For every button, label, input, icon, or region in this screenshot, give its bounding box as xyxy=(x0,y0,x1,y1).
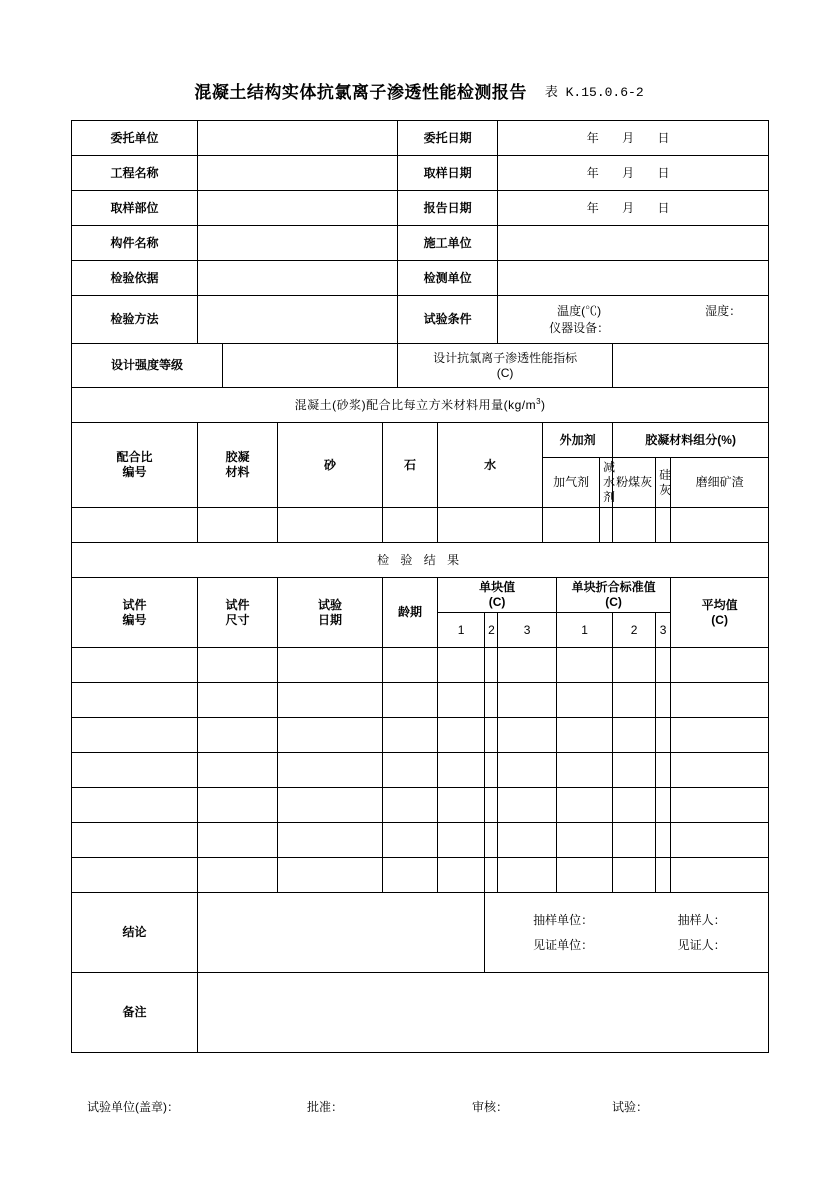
result-cell-age[interactable] xyxy=(383,718,438,753)
mix-value-water[interactable] xyxy=(438,508,543,543)
result-header-col-5: 2 xyxy=(613,613,656,648)
info-label-method: 检验方法 xyxy=(72,296,198,344)
mix-header-admixture: 外加剂 xyxy=(543,423,613,458)
design-index-label-main: 设计抗氯离子渗透性能指标 xyxy=(433,350,578,365)
info-value-report-date[interactable]: 年 月 日 xyxy=(498,191,769,226)
result-cell-age[interactable] xyxy=(383,858,438,893)
result-cell-single-3[interactable] xyxy=(498,753,557,788)
info-row xyxy=(72,156,769,191)
result-header-col-4: 1 xyxy=(557,613,613,648)
info-value-testing-unit[interactable] xyxy=(498,261,769,296)
result-header-size xyxy=(198,578,278,648)
info-row xyxy=(72,226,769,261)
info-value-sampling-part[interactable] xyxy=(198,191,398,226)
conclusion-signatures[interactable] xyxy=(485,893,769,973)
mix-header-silica-fume: 硅灰 xyxy=(656,458,671,508)
result-cell-single-1[interactable] xyxy=(438,753,485,788)
table-row xyxy=(72,718,769,753)
mix-value-sand[interactable] xyxy=(278,508,383,543)
mix-header-row xyxy=(72,423,769,458)
result-cell-single-1[interactable] xyxy=(438,718,485,753)
result-cell-converted-2[interactable] xyxy=(613,858,656,893)
result-cell-single-1[interactable] xyxy=(438,858,485,893)
mix-header-water-reducer: 减水剂 xyxy=(600,458,613,508)
mix-header-binder-l1: 胶凝 xyxy=(225,450,250,464)
result-cell-single-3[interactable] xyxy=(498,788,557,823)
result-cell-converted-2[interactable] xyxy=(613,788,656,823)
mix-value-air[interactable] xyxy=(543,508,600,543)
info-label-inspection-basis: 检验依据 xyxy=(72,261,198,296)
result-cell-size[interactable] xyxy=(198,648,278,683)
result-cell-date[interactable] xyxy=(278,788,383,823)
result-cell-size[interactable] xyxy=(198,683,278,718)
mix-value-silica-fume[interactable] xyxy=(656,508,671,543)
info-label-sampling-part: 取样部位 xyxy=(72,191,198,226)
result-header-single-l1: 单块值 xyxy=(479,580,516,594)
footer-signatures xyxy=(71,1098,768,1115)
footer-test-unit[interactable]: 试验单位(盖章)： xyxy=(87,1100,179,1114)
result-cell-single-1[interactable] xyxy=(438,788,485,823)
design-strength-label: 设计强度等级 xyxy=(72,344,223,388)
method-condition-row xyxy=(72,296,769,344)
mix-header-fly-ash: 粉煤灰 xyxy=(613,458,656,508)
result-header-row xyxy=(72,578,769,613)
result-cell-single-3[interactable] xyxy=(498,683,557,718)
info-label-construction-unit: 施工单位 xyxy=(398,226,498,261)
result-cell-size[interactable] xyxy=(198,753,278,788)
result-cell-converted-3[interactable] xyxy=(656,788,671,823)
sampling-person-label: 抽样人： xyxy=(677,912,726,927)
result-cell-age[interactable] xyxy=(383,753,438,788)
table-row xyxy=(72,648,769,683)
conclusion-row xyxy=(72,893,769,973)
result-cell-date[interactable] xyxy=(278,858,383,893)
result-header-size-l2: 尺寸 xyxy=(225,612,250,627)
result-header-date-l2: 日期 xyxy=(318,612,343,627)
witness-unit-label: 见证单位： xyxy=(533,937,594,952)
mix-header-no-l1: 配合比 xyxy=(116,450,153,464)
result-cell-single-2[interactable] xyxy=(485,823,498,858)
mix-header-binder-comp: 胶凝材料组分(%) xyxy=(613,423,769,458)
result-cell-converted-1[interactable] xyxy=(557,718,613,753)
mix-value-stone[interactable] xyxy=(383,508,438,543)
mix-header-slag: 磨细矿渣 xyxy=(671,458,769,508)
result-cell-single-1[interactable] xyxy=(438,683,485,718)
result-header-date-l1: 试验 xyxy=(318,597,343,612)
result-cell-date[interactable] xyxy=(278,648,383,683)
mix-header-binder-l2: 材料 xyxy=(225,465,250,479)
result-cell-size[interactable] xyxy=(198,823,278,858)
mix-section-title-row xyxy=(72,388,769,423)
mix-header-sand: 砂 xyxy=(278,423,383,508)
table-row xyxy=(72,753,769,788)
info-value-project-name[interactable] xyxy=(198,156,398,191)
title-row xyxy=(0,78,838,103)
info-value-entrust-unit[interactable] xyxy=(198,121,398,156)
design-index-value[interactable] xyxy=(613,344,769,388)
result-header-specimen-no-l2: 编号 xyxy=(122,612,147,627)
result-cell-single-3[interactable] xyxy=(498,823,557,858)
result-cell-age[interactable] xyxy=(383,648,438,683)
result-header-specimen-no xyxy=(72,578,198,648)
info-label-testing-unit: 检测单位 xyxy=(398,261,498,296)
result-cell-single-2[interactable] xyxy=(485,648,498,683)
page-title: 混凝土结构实体抗氯离子渗透性能检测报告 xyxy=(194,83,527,102)
result-cell-converted-2[interactable] xyxy=(613,683,656,718)
mix-value-fly-ash[interactable] xyxy=(613,508,656,543)
result-cell-date[interactable] xyxy=(278,718,383,753)
result-cell-specimen-no[interactable] xyxy=(72,858,198,893)
info-value-method[interactable] xyxy=(198,296,398,344)
info-value-entrust-date[interactable]: 年 月 日 xyxy=(498,121,769,156)
result-header-single-l2: (C) xyxy=(488,595,506,609)
result-cell-converted-2[interactable] xyxy=(613,648,656,683)
result-cell-date[interactable] xyxy=(278,823,383,858)
result-cell-converted-3[interactable] xyxy=(656,718,671,753)
info-value-component-name[interactable] xyxy=(198,226,398,261)
result-cell-single-3[interactable] xyxy=(498,648,557,683)
result-header-specimen-no-l1: 试件 xyxy=(122,597,147,612)
footer-approve[interactable]: 批准： xyxy=(307,1100,344,1114)
result-cell-specimen-no[interactable] xyxy=(72,823,198,858)
result-cell-specimen-no[interactable] xyxy=(72,788,198,823)
result-header-average-l2: (C) xyxy=(711,612,728,627)
mix-value-slag[interactable] xyxy=(671,508,769,543)
result-cell-average[interactable] xyxy=(671,753,769,788)
result-cell-converted-3[interactable] xyxy=(656,858,671,893)
result-header-average-l1: 平均值 xyxy=(701,597,738,612)
mix-data-row xyxy=(72,508,769,543)
mix-header-air: 加气剂 xyxy=(543,458,600,508)
result-cell-average[interactable] xyxy=(671,718,769,753)
mix-section-title-main: 混凝土(砂浆)配合比每立方米材料用量(kg/m xyxy=(294,398,537,412)
result-cell-converted-1[interactable] xyxy=(557,648,613,683)
mix-header-no-l2: 编号 xyxy=(122,465,147,479)
condition-device-label: 仪器设备： xyxy=(549,320,610,335)
result-header-date xyxy=(278,578,383,648)
result-cell-single-2[interactable] xyxy=(485,753,498,788)
result-cell-specimen-no[interactable] xyxy=(72,753,198,788)
result-cell-date[interactable] xyxy=(278,753,383,788)
info-label-entrust-date: 委托日期 xyxy=(398,121,498,156)
result-cell-converted-2[interactable] xyxy=(613,823,656,858)
design-index-label-unit: (C) xyxy=(496,365,514,380)
info-label-entrust-unit: 委托单位 xyxy=(72,121,198,156)
result-cell-size[interactable] xyxy=(198,718,278,753)
conclusion-value[interactable] xyxy=(198,893,485,973)
result-cell-specimen-no[interactable] xyxy=(72,683,198,718)
result-cell-average[interactable] xyxy=(671,648,769,683)
info-value-sampling-date[interactable]: 年 月 日 xyxy=(498,156,769,191)
result-header-col-3: 3 xyxy=(498,613,557,648)
sampling-unit-label: 抽样单位： xyxy=(533,912,594,927)
remark-row xyxy=(72,973,769,1053)
remark-value[interactable] xyxy=(198,973,769,1053)
mix-header-no xyxy=(72,423,198,508)
result-section-title-row xyxy=(72,543,769,578)
result-cell-converted-2[interactable] xyxy=(613,753,656,788)
result-cell-age[interactable] xyxy=(383,683,438,718)
result-cell-single-3[interactable] xyxy=(498,858,557,893)
result-cell-converted-1[interactable] xyxy=(557,823,613,858)
result-cell-date[interactable] xyxy=(278,683,383,718)
result-header-col-6: 3 xyxy=(656,613,671,648)
result-section-title: 检 验 结 果 xyxy=(72,543,769,578)
result-header-size-l1: 试件 xyxy=(225,597,250,612)
table-row xyxy=(72,858,769,893)
result-cell-size[interactable] xyxy=(198,788,278,823)
mix-header-stone: 石 xyxy=(383,423,438,508)
footer-review[interactable]: 审核： xyxy=(472,1100,509,1114)
info-row xyxy=(72,121,769,156)
result-cell-single-2[interactable] xyxy=(485,788,498,823)
info-value-construction-unit[interactable] xyxy=(498,226,769,261)
info-row xyxy=(72,191,769,226)
info-label-report-date: 报告日期 xyxy=(398,191,498,226)
mix-value-no[interactable] xyxy=(72,508,198,543)
table-row xyxy=(72,788,769,823)
info-row xyxy=(72,261,769,296)
mix-header-binder xyxy=(198,423,278,508)
result-cell-converted-3[interactable] xyxy=(656,648,671,683)
info-label-condition: 试验条件 xyxy=(398,296,498,344)
mix-value-binder[interactable] xyxy=(198,508,278,543)
result-cell-single-2[interactable] xyxy=(485,718,498,753)
info-label-project-name: 工程名称 xyxy=(72,156,198,191)
result-cell-converted-3[interactable] xyxy=(656,683,671,718)
result-cell-single-2[interactable] xyxy=(485,858,498,893)
result-cell-converted-1[interactable] xyxy=(557,753,613,788)
mix-header-water: 水 xyxy=(438,423,543,508)
table-row xyxy=(72,683,769,718)
result-cell-converted-1[interactable] xyxy=(557,858,613,893)
mix-value-water-reducer[interactable] xyxy=(600,508,613,543)
report-table xyxy=(71,120,769,1053)
info-value-condition[interactable] xyxy=(498,296,769,344)
result-header-converted-l1: 单块折合标准值 xyxy=(571,580,656,594)
result-header-col-2: 2 xyxy=(485,613,498,648)
info-label-component-name: 构件名称 xyxy=(72,226,198,261)
table-row xyxy=(72,823,769,858)
result-cell-single-1[interactable] xyxy=(438,648,485,683)
info-value-inspection-basis[interactable] xyxy=(198,261,398,296)
result-cell-converted-1[interactable] xyxy=(557,788,613,823)
result-cell-average[interactable] xyxy=(671,858,769,893)
result-cell-average[interactable] xyxy=(671,683,769,718)
result-cell-specimen-no[interactable] xyxy=(72,718,198,753)
conclusion-label: 结论 xyxy=(72,893,198,973)
result-cell-age[interactable] xyxy=(383,823,438,858)
condition-temp-label: 温度(℃) xyxy=(557,303,602,318)
result-header-average xyxy=(671,578,769,648)
result-cell-specimen-no[interactable] xyxy=(72,648,198,683)
design-strength-value[interactable] xyxy=(223,344,398,388)
form-code: 表 K.15.0.6-2 xyxy=(544,85,644,100)
result-cell-converted-3[interactable] xyxy=(656,823,671,858)
result-header-single xyxy=(438,578,557,613)
result-header-age: 龄期 xyxy=(383,578,438,648)
design-row xyxy=(72,344,769,388)
witness-person-label: 见证人： xyxy=(677,937,726,952)
result-cell-converted-3[interactable] xyxy=(656,753,671,788)
design-index-label xyxy=(398,344,613,388)
remark-label: 备注 xyxy=(72,973,198,1053)
result-cell-single-3[interactable] xyxy=(498,718,557,753)
result-cell-converted-1[interactable] xyxy=(557,683,613,718)
mix-section-title-end: ) xyxy=(541,398,546,412)
mix-section-title xyxy=(72,388,769,423)
result-cell-age[interactable] xyxy=(383,788,438,823)
mix-section-title-sup: 3 xyxy=(536,397,542,406)
result-header-col-1: 1 xyxy=(438,613,485,648)
result-cell-single-2[interactable] xyxy=(485,683,498,718)
result-cell-size[interactable] xyxy=(198,858,278,893)
footer-test[interactable]: 试验： xyxy=(612,1100,649,1114)
result-cell-average[interactable] xyxy=(671,788,769,823)
result-cell-average[interactable] xyxy=(671,823,769,858)
result-cell-converted-2[interactable] xyxy=(613,718,656,753)
info-label-sampling-date: 取样日期 xyxy=(398,156,498,191)
condition-humidity-label: 湿度： xyxy=(705,303,742,318)
result-cell-single-1[interactable] xyxy=(438,823,485,858)
result-header-converted xyxy=(557,578,671,613)
result-header-converted-l2: (C) xyxy=(605,595,622,609)
